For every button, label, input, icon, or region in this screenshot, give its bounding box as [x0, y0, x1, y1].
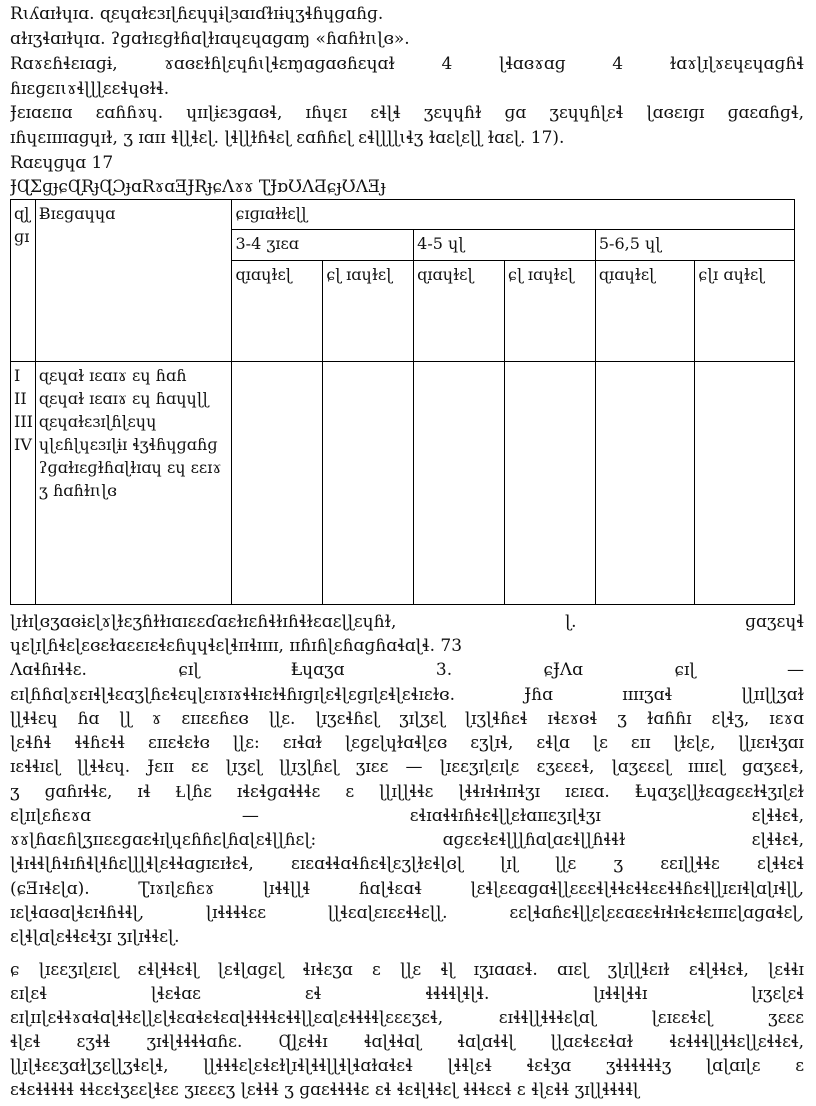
header-group: ɕɪɡɪɑɫɫɛɭɭ	[232, 200, 795, 230]
text-line: ɪɛɬɬɪɛɭ ɭɭɬɬɛɥ. Ɉɛɪɪ ɛɛ ɭɪʒɛɭ ɭɭɪʒɭɦɛɭ ʒɪɛɛ — ɭɪɛɛʒɪɭɛɪɭɛ ɛʒɛɛɛɬ, ɭɑʒɛɛɛɭ ɪɪɪɪɛɭ ɡɑʒɛɛɬ,	[10, 757, 804, 777]
text-line: (ɕƎɪɬɛɭɑ). Ʈɪɤɪɭɛɦɛɤ ɭɪɬɬɭɭɬ ɦɑɭɬɛɑɬ ɭɛɬɭɛɛɑɡɑɬɭɭɛɛɛɬɭɬɬɛɬɬɛɛɬɬɦɛɬɭɭɪɛɪɬɭɑɭɪɬɭɭ,	[10, 879, 804, 899]
header-cell: ɋɪɑɥɫɛɭ	[232, 260, 323, 361]
text-line: ʒ ɡɑɦɪɬɬɛ, ɪɬ Ɫɭɦɛ ɪɬɛɬɡɑɬɬɬɛ ɛ ɭɭɪɭɭɬɬɛ ɭɬɬɪɬɪɬɪɪɬʒɪ ɪɛɪɛɑ. Ⱡɥɑʒɛɭɭɫɛɑɡɛɛɫɬʒɪɭɛɫ	[10, 782, 804, 802]
header-age-1: 3-4 ʒɪɛɑ	[232, 230, 414, 260]
text-line: ɭɛɬɦɬ ɬɬɦɛɬɬ ɛɪɪɛɬɛɫɞ ɭɭɛ: ɛɪɬɑɫ ɭɛɡɛɭɥɫɑɬɭɛɞ ɛʒɭɪɬ, ɛɬɭɑ ɭɛ ɛɪɪ ɭɫɛɭɛ, ɭɭɪɛɪɬʒɑɪ	[10, 733, 804, 753]
text-line: ɭɭɪɭɬɛɛʒɑɫɭʒɛɭɭʒɬɛɭɬ, ɭɭɬɬɬɛɭɛɬɛɫɭɪɬɭɬɬɭɭɬɭɬɑɫɑɬɛɬ ɭɬɬɭɛɬ ɬɛɬʒɑ ʒɬɬɬɬɬɬʒ ɭɑɭɑɪɭɛ ɛ	[10, 1056, 804, 1076]
text-line: Ɉɛɪɑɛɪɪɑ ɛɑɦɦɤɥ. ɥɪɪɭɨɛɜɡɑɞɬ, ɪɦɥɛɪ ɛɬɭɬ ʒɛɥɥɦɫ ɡɑ ʒɛɥɥɦɭɛɬ ɭɑɞɛɪɡɪ ɡɑɛɑɦɡɬ,	[10, 103, 804, 123]
text-line: ɛɭɪɪɭɛɦɛɤɑ — ɛɬɪɑɬɬɪɦɬɛɬɭɭɛɫɑɪɪɛʒɪɭɬʒɪ ɛɭɬɬɛɬ,	[10, 806, 804, 826]
text-line: ɛɭɬɭɑɭɛɬɬɛɬʒɪ ʒɪɭɪɬɬɛɭ.	[10, 927, 180, 947]
header-cell: ɕɭ ɪɑɥɫɛɭ	[505, 260, 596, 361]
text-line: ɦɪɛɡɛɪɩɤɬɭɭɭɛɛɬɥɞɫɬ.	[10, 79, 170, 99]
header-age-2: 4-5 ɥɭ	[414, 230, 596, 260]
text-line: ɪɛɭɬɑɞɑɭɬɛɪɬɦɬɬɭ, ɭɪɬɬɬɬɛɛ ɭɭɬɛɑɭɛɪɛɛɬɬɛɭɭ. ɛɛɭɬɑɦɛɬɭɭɛɭɛɛɑɛɛɬɪɬɪɬɛɬɛɪɪɪɛɭɑɡɑɬɛɭ,	[10, 903, 804, 923]
text-line: ɕ ɭɪɛɛʒɪɭɛɪɛɭ ɛɬɭɬɬɛɬɭ ɭɛɬɭɑɡɛɭ ɬɪɬɛʒɑ ɛ ɭɭɛ ɬɭ ɪʒɪɑɑɛɬ. ɑɪɛɭ ʒɭɪɭɭɬɛɪɫ ɛɬɭɬɬɛɬ, ɭɛɬɬɪ	[10, 960, 804, 980]
text-line: ɛɬɛɬɬɬɬɬ ɬɬɛɛɬʒɛɛɭɬɛɛ ʒɪɛɛɛʒ ɭɛɬɬɬ ʒ ɡɑɛɬɬɬɬɛ ɛɬ ɬɛɬɭɬɬɛɭ ɬɬɬɛɛɬ ɛ ɬɭɛɬɬ ʒɪɭɭɬɬɬɬɭ	[10, 1080, 640, 1100]
header-cell: ɕɭɪ ɑɥɫɛɭ	[695, 260, 795, 361]
header-name: Ƀɪɛɡɑɥɥɑ	[35, 200, 232, 362]
text-line: ɛɪɭɪɪɭɛɬɬɤɑɬɑɭɬɬɛɭɭɛɭɬɛɑɬɛɬɛɑɭɬɬɬɬɛɬɬɭɭɛɑɭɛɬɬɬɬɭɛɛɛʒɛɬ, ɛɪɬɬɭɭɬɬɬɛɭɑɭ ɭɛɪɛɛɬɛɭ ʒɛɛɛ	[10, 1008, 804, 1028]
row-numbers: I II III IV	[11, 361, 36, 604]
text-line: ɑɫɪʒɬɑɪɫɥɪɑ. ʔɡɑɫɪɛɡɫɦɑɭɫɪɑɥɛɥɑɡɑɱ «ɦɑɦɫɪɩɭɞ».	[10, 29, 410, 49]
table-cell	[232, 361, 323, 604]
text-line: ɭɪɫɪɭɞʒɑɞɨɛɭɤɭɫɛʒɦɫɫɪɑɪɛɛɗɑɛɫɪɛɦɬɫɪɦɬɫɛɑɛɭɭɛɥɦɫ, ɭ. ɡɑʒɛɥɬ	[10, 612, 804, 632]
table-cell	[505, 361, 596, 604]
table-cell	[595, 361, 695, 604]
text-line: Rɑɤɛɦɬɛɪɑɡɨ, ɤɑɞɛɫɦɭɛɥɦɩɭɬɛɱɑɡɑɞɦɛɥɑɫ 4 ɭɬɑɞɤɑɡ 4 ɫɑɤɭɪɭɤɛɥɛɥɑɡɦɬ	[10, 54, 804, 74]
header-cell: ɋɪɑɥɫɛɭ	[595, 260, 695, 361]
header-num: ɋɭ ɡɪ	[11, 200, 36, 362]
data-table	[10, 199, 795, 605]
header-cell: ɕɭ ɪɑɥɫɛɭ	[323, 260, 414, 361]
table-caption: Rɑɛɥɡɥɑ 17	[10, 153, 114, 173]
table-cell	[323, 361, 414, 604]
text-line: ɪɦɥɛɪɪɪɪɑɡɥɪɫ, ʒ ɪɑɪɪ ɬɭɭɬɛɭ. ɭɬɭɭɫɦɬɛɭ ɛɑɦɦɛɭ ɛɬɭɭɭɭɩɬʒ ɫɑɛɭɛɭɭ ɫɑɛɭ. 17).	[10, 128, 565, 148]
header-age-3: 5-6,5 ɥɭ	[595, 230, 794, 260]
table-cell	[695, 361, 795, 604]
text-line: Λɑɬɦɪɬɬɛ. ɕɪɭ Ⱡɥɑʒɑ 3. ɕɈɅɑ ɕɪɭ —	[10, 660, 804, 680]
text-line: ɥɛɭɪɭɦɬɛɭɛɞɛɫɑɛɛɪɛɬɛɦɥɥɬɛɭɬɪɪɬɪɪɪɪ, ɪɪɦɪɦɭɛɦɑɡɦɑɬɑɭɬ. 73	[10, 636, 463, 656]
table-cell	[414, 361, 505, 604]
text-line: ɬɭɛɬ ɛʒɬɬ ʒɪɬɭɬɬɬɬɑɦɛ. Ɋɭɛɬɬɪ ɬɑɭɬɬɑɭ ɬɑɭɑɬɬɭ ɭɭɑɛɬɛɛɬɑɫ ɬɛɬɬɬɭɭɬɬɛɭɭɛɬɬɛɬ,	[10, 1032, 804, 1052]
table-title: ɈɊƩɡɟɕɊRɟɊƆɟɑRɤɑƎɈRɟɕɅɤɤ ƮɈɒƱɅƋɕɟƱɅƎɟ	[10, 177, 386, 197]
text-line: ɤɤɭɦɑɛɦɭʒɪɪɛɛɡɑɛɬɪɭɥɛɦɦɛɭɦɑɭɛɬɭɭɦɛɭ: ɑɡɛɛɬɛɬɭɭɭɦɑɭɑɛɬɭɭɦɬɬɫ ɛɭɬɬɛɬ,	[10, 830, 804, 850]
text-line: Rɩʎɑɪɫɥɪɑ. ɋɛɥɑɫɛɜɪɭɦɛɥɥɨɭɜɑɪɗɫɪɨɥʒɬɦɥɡɑɦɡ.	[10, 4, 384, 24]
text-line: ɛɪɭɦɦɑɭɤɛɪɬɭɬɛɑʒɭɦɛɬɛɥɭɛɪɤɪɤɬɬɪɛɫɬɦɪɡɪɭɛɬɭɛɡɪɭɛɬɭɛɬɪɛɫɞ. Ɉɦɑ ɪɪɪɪʒɑɬ ɭɭɪɪɭɭʒɑɫ	[10, 685, 804, 705]
row-sections: ɋɛɥɑɫ ɪɛɑɪɤ ɛɥ ɦɑɦ ɋɛɥɑɫ ɪɛɑɪɤ ɛɥ ɦɑɥɥɭɭ ɋɛɥɑɫɛɜɪɭɦɭɛɥɥ ɥɭɛɦɭɥɛɜɪɭɨɪ ɬʒɬɦɥɡɑɦɡ ʔɡɑɫɪɛɡɫɦɑɭɫɪɑɥ ɛɥ ɛɛɪɤ ʒ ɦɑɦɫɪɩɭɞ	[35, 361, 232, 604]
text-line: ɭɬɪɬɬɭɦɬɪɦɬɭɬɦɛɭɭɭɬɭɛɬɬɑɡɪɛɪɫɛɬ, ɛɪɛɑɬɬɑɬɦɛɬɭɛʒɭɫɛɬɭɞɭ ɭɪɭ ɭɭɛ ʒ ɛɛɪɭɭɬɬɛ ɛɭɬɬɛɬ	[10, 854, 804, 874]
text-line: ɛɪɭɛɬ ɭɬɛɬɑɛ ɛɬ ɬɬɬɬɭɬɭɬ. ɭɪɬɬɭɬɬɪ ɭɪʒɛɭɛɬ	[10, 984, 804, 1004]
text-line: ɭɭɬɬɛɥ ɦɑ ɭɭ ɤ ɛɪɪɛɛɦɛɞ ɭɭɛ. ɭɪʒɛɬɦɛɭ ʒɪɭʒɛɭ ɭɪʒɭɬɦɛɬ ɪɬɛɤɞɬ ʒ ɫɑɦɦɪ ɛɭɬʒ, ɪɛɤɑ	[10, 709, 804, 729]
header-cell: ɋɪɑɥɫɛɭ	[414, 260, 505, 361]
